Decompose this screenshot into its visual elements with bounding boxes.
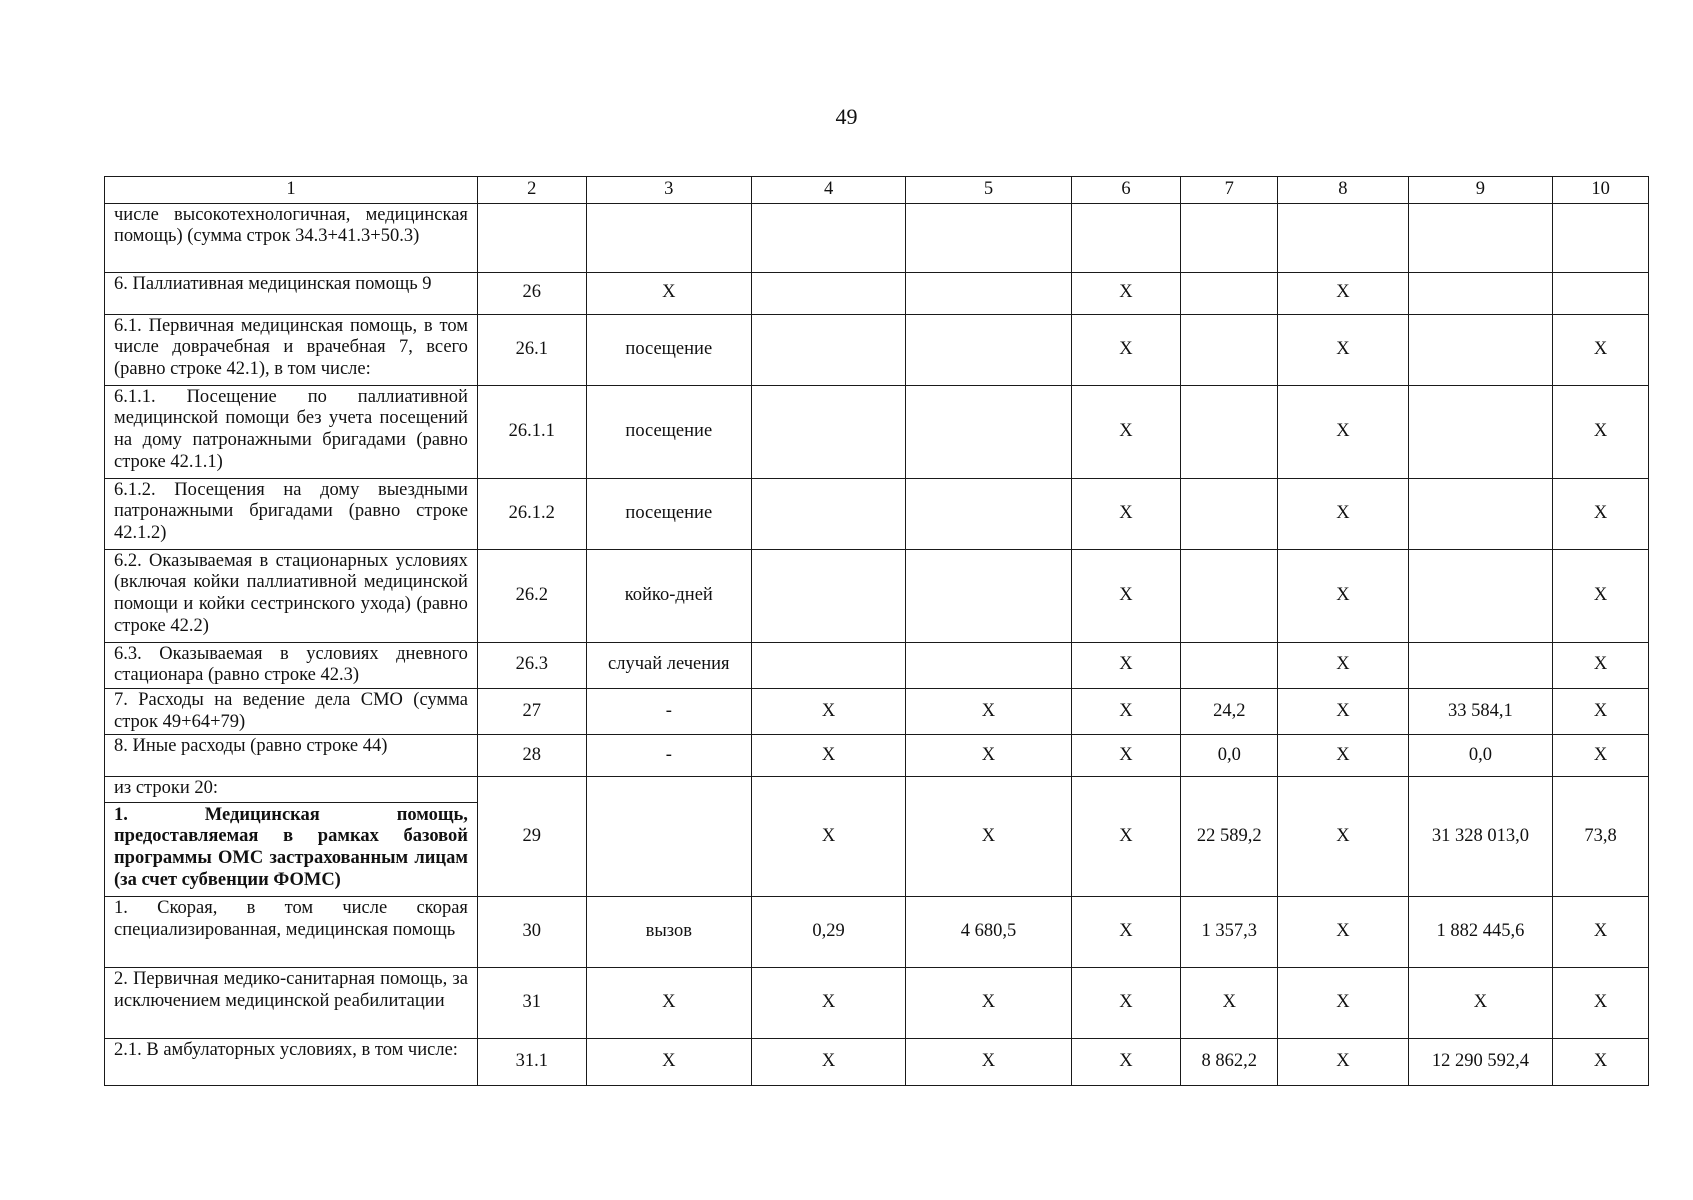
table-cell: [751, 642, 905, 688]
table-cell: [1408, 478, 1553, 549]
table-row: [105, 314, 1649, 385]
table-cell: Х: [751, 1039, 905, 1086]
table-cell: Х: [1278, 549, 1408, 642]
table-cell: койко-дней: [586, 549, 751, 642]
header-cell: 6: [1071, 177, 1181, 204]
table-row: [105, 385, 1649, 478]
table-cell: -: [586, 735, 751, 777]
table-cell: Х: [1278, 777, 1408, 897]
table-cell: Х: [1278, 688, 1408, 734]
table-cell: Х: [1071, 478, 1181, 549]
table-cell: [1408, 314, 1553, 385]
table-cell: Х: [751, 735, 905, 777]
table-cell: Х: [1071, 735, 1181, 777]
table-cell: посещение: [586, 314, 751, 385]
table-cell: 30: [477, 897, 586, 968]
table-cell: Х: [1278, 385, 1408, 478]
table-cell: Х: [1553, 897, 1649, 968]
table-cell: вызов: [586, 897, 751, 968]
table-row: [105, 1039, 1649, 1086]
table-cell: 26.3: [477, 642, 586, 688]
table-cell: [751, 272, 905, 314]
table-cell: [1553, 272, 1649, 314]
row-label: 6. Паллиативная медицинская помощь 9: [105, 272, 478, 314]
table-cell: Х: [1071, 642, 1181, 688]
table-cell: Х: [1278, 735, 1408, 777]
table-row: [105, 968, 1649, 1039]
table-cell: Х: [1071, 272, 1181, 314]
divider: [105, 802, 477, 803]
table-cell: [1181, 203, 1278, 272]
table-cell: 73,8: [1553, 777, 1649, 897]
table-cell: 12 290 592,4: [1408, 1039, 1553, 1086]
row-label: 6.1.2. Посещения на дому выездными патронажными бригадами (равно строке 42.1.2): [105, 478, 478, 549]
table-cell: Х: [906, 735, 1071, 777]
table-cell: [751, 203, 905, 272]
table-cell: Х: [1278, 478, 1408, 549]
table-cell: 8 862,2: [1181, 1039, 1278, 1086]
table-cell: Х: [1553, 549, 1649, 642]
table-cell: 33 584,1: [1408, 688, 1553, 734]
row-label: 6.1.1. Посещение по паллиативной медицинской помощи без учета посещений на дому патронажными бригадами (равно строке 42.1.1): [105, 385, 478, 478]
table-cell: [1553, 203, 1649, 272]
table-cell: Х: [1278, 968, 1408, 1039]
table-cell: [1181, 549, 1278, 642]
table-cell: Х: [1553, 385, 1649, 478]
table-cell: 26.1.2: [477, 478, 586, 549]
row-label: 6.3. Оказываемая в условиях дневного стационара (равно строке 42.3): [105, 642, 478, 688]
table-cell: 26: [477, 272, 586, 314]
table-cell: [906, 478, 1071, 549]
table-cell: 28: [477, 735, 586, 777]
table-cell: Х: [751, 968, 905, 1039]
table-cell: [1071, 203, 1181, 272]
table-cell: Х: [1553, 642, 1649, 688]
header-row: [105, 177, 1649, 204]
table-cell: Х: [1071, 314, 1181, 385]
table-cell: Х: [586, 272, 751, 314]
table-cell: Х: [586, 968, 751, 1039]
table-cell: [1278, 203, 1408, 272]
table-cell: [906, 203, 1071, 272]
row-label-bold: 1. Медицинская помощь, предоставляемая в рамках базовой программы ОМС застрахованным лицам (за счет субвенции ФОМС): [114, 804, 468, 890]
table-cell: 27: [477, 688, 586, 734]
table-cell: Х: [1071, 968, 1181, 1039]
table-cell: [751, 385, 905, 478]
table-cell: Х: [586, 1039, 751, 1086]
table-cell: Х: [1071, 1039, 1181, 1086]
table-cell: Х: [1071, 549, 1181, 642]
table-cell: Х: [1278, 897, 1408, 968]
table-cell: 24,2: [1181, 688, 1278, 734]
table-cell: [906, 272, 1071, 314]
table-cell: Х: [1071, 385, 1181, 478]
table-cell: Х: [1181, 968, 1278, 1039]
table-cell: [1181, 385, 1278, 478]
row-label: 2. Первичная медико-санитарная помощь, за исключением медицинской реабилитации: [105, 968, 478, 1039]
row-label: 2.1. В амбулаторных условиях, в том числе:: [105, 1039, 478, 1086]
table-cell: случай лечения: [586, 642, 751, 688]
header-cell: 3: [586, 177, 751, 204]
table-cell: 31.1: [477, 1039, 586, 1086]
table-cell: [1181, 314, 1278, 385]
table-cell: [906, 549, 1071, 642]
table-cell: 1 882 445,6: [1408, 897, 1553, 968]
table-row: [105, 735, 1649, 777]
table-cell: [906, 385, 1071, 478]
table-cell: 31 328 013,0: [1408, 777, 1553, 897]
table-cell: Х: [906, 1039, 1071, 1086]
row-label: 6.2. Оказываемая в стационарных условиях (включая койки паллиативной медицинской помощи и койки сестринского ухода) (равно строке 42.2): [105, 549, 478, 642]
header-cell: 9: [1408, 177, 1553, 204]
table-cell: Х: [1278, 272, 1408, 314]
row-label: числе высокотехнологичная, медицинская помощь) (сумма строк 34.3+41.3+50.3): [105, 203, 478, 272]
header-cell: 10: [1553, 177, 1649, 204]
header-cell: 5: [906, 177, 1071, 204]
table-cell: 4 680,5: [906, 897, 1071, 968]
table-cell: [1181, 642, 1278, 688]
table-cell: Х: [751, 688, 905, 734]
table-row: [105, 272, 1649, 314]
table-cell: 29: [477, 777, 586, 897]
table-cell: 1 357,3: [1181, 897, 1278, 968]
header-cell: 7: [1181, 177, 1278, 204]
table-cell: 26.1.1: [477, 385, 586, 478]
table-cell: Х: [1553, 314, 1649, 385]
header-cell: 4: [751, 177, 905, 204]
table-cell: [1408, 203, 1553, 272]
row-label: 7. Расходы на ведение дела СМО (сумма строк 49+64+79): [105, 688, 478, 734]
table-cell: Х: [906, 777, 1071, 897]
header-cell: 2: [477, 177, 586, 204]
header-cell: 8: [1278, 177, 1408, 204]
table-cell: [751, 549, 905, 642]
table-cell: Х: [1278, 642, 1408, 688]
table-cell: [906, 642, 1071, 688]
table-cell: -: [586, 688, 751, 734]
table-cell: 0,0: [1181, 735, 1278, 777]
table-row: [105, 642, 1649, 688]
table-cell: 0,0: [1408, 735, 1553, 777]
table-row: [105, 549, 1649, 642]
table-row: [105, 688, 1649, 734]
table-cell: Х: [1071, 777, 1181, 897]
table-cell: 22 589,2: [1181, 777, 1278, 897]
table-cell: Х: [1553, 735, 1649, 777]
table-cell: Х: [1553, 478, 1649, 549]
table-cell: Х: [1278, 314, 1408, 385]
table-cell: [586, 203, 751, 272]
table-cell: Х: [1071, 897, 1181, 968]
budget-table: [104, 176, 1649, 1086]
table-cell: Х: [751, 777, 905, 897]
table-row: [105, 203, 1649, 272]
table-cell: [1408, 272, 1553, 314]
table-cell: посещение: [586, 478, 751, 549]
table-cell: [751, 314, 905, 385]
table-cell: Х: [1408, 968, 1553, 1039]
table-cell: Х: [906, 968, 1071, 1039]
table-cell: Х: [1553, 968, 1649, 1039]
row-label: 1. Скорая, в том числе скорая специализированная, медицинская помощь: [105, 897, 478, 968]
table-cell: [751, 478, 905, 549]
table-cell: 31: [477, 968, 586, 1039]
header-cell: 1: [105, 177, 478, 204]
row-label: 8. Иные расходы (равно строке 44): [105, 735, 478, 777]
table-cell: 0,29: [751, 897, 905, 968]
table-cell: 26.2: [477, 549, 586, 642]
table-row: [105, 897, 1649, 968]
table-cell: [477, 203, 586, 272]
table-cell: Х: [1278, 1039, 1408, 1086]
table-cell: 26.1: [477, 314, 586, 385]
table-cell: Х: [906, 688, 1071, 734]
table-cell: Х: [1553, 1039, 1649, 1086]
table-cell: [1181, 272, 1278, 314]
table-row: [105, 478, 1649, 549]
table-cell: [1181, 478, 1278, 549]
table-cell: [906, 314, 1071, 385]
table-cell: посещение: [586, 385, 751, 478]
table-cell: Х: [1553, 688, 1649, 734]
page-number: 49: [835, 104, 858, 129]
table-cell: [1408, 642, 1553, 688]
table-row: [105, 777, 1649, 897]
table-cell: [586, 777, 751, 897]
table-cell: [1408, 385, 1553, 478]
table-cell: Х: [1071, 688, 1181, 734]
row-label: [105, 777, 478, 897]
row-label-prefix: из строки 20:: [114, 778, 219, 799]
row-label: 6.1. Первичная медицинская помощь, в том числе доврачебная и врачебная 7, всего (равно строке 42.1), в том числе:: [105, 314, 478, 385]
table-cell: [1408, 549, 1553, 642]
